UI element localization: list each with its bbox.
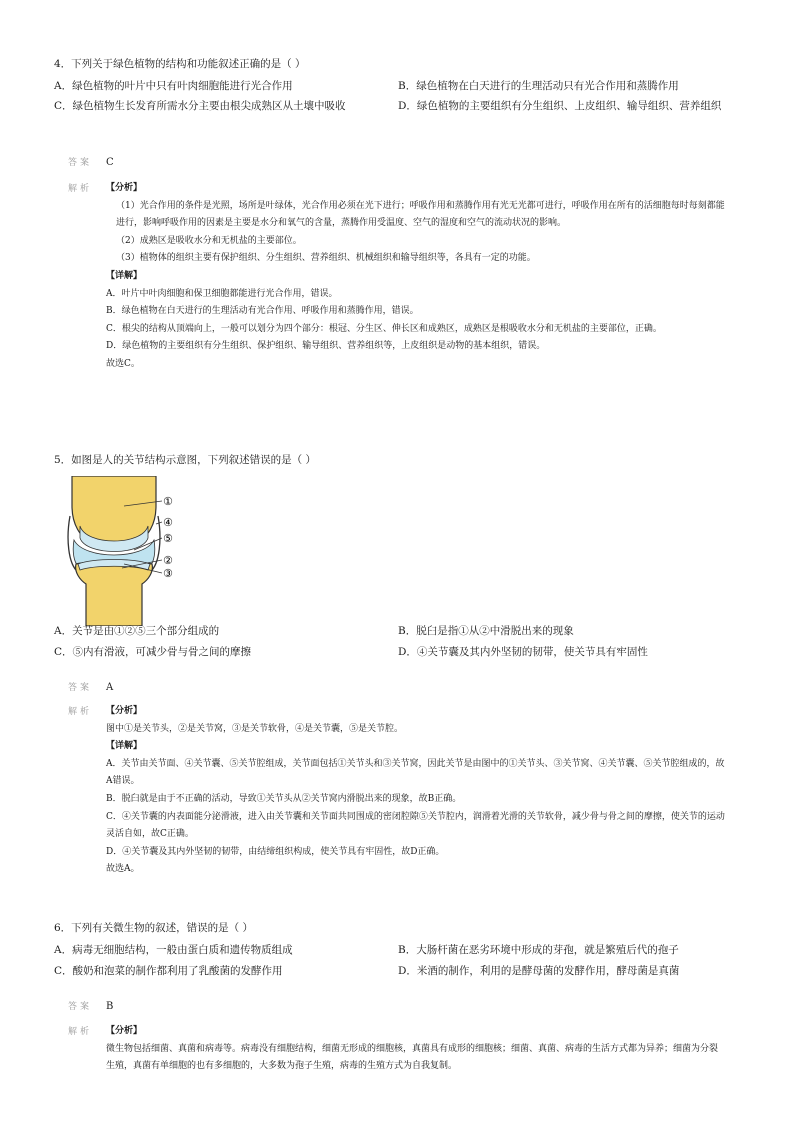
q6-answer: B — [106, 1001, 114, 1012]
label-3: ③ — [163, 567, 173, 580]
detail-line: B．绿色植物在白天进行的生理活动有光合作用、呼吸作用和蒸腾作用，错误。 — [106, 306, 419, 317]
q5-option-c: C．⑤内有滑液，可减少骨与骨之间的摩擦 — [54, 646, 252, 658]
q5-option-d: D．④关节囊及其内外坚韧的韧带，使关节具有牢固性 — [398, 646, 648, 658]
q5-analysis — [106, 703, 726, 879]
analysis-line: （3）植物体的组织主要有保护组织、分生组织、营养组织、机械组织和输导组织等，各具有一定的功能。 — [116, 253, 536, 264]
detail-line: C．根尖的结构从顶端向上，一般可以划分为四个部分：根冠、分生区、伸长区和成熟区，成熟区是根吸收水分和无机盐的主要部位，正确。 — [106, 323, 662, 334]
q6-option-a: A．病毒无细胞结构，一般由蛋白质和遗传物质组成 — [54, 944, 293, 956]
q5-option-b: B．脱臼是指①从②中滑脱出来的现象 — [398, 625, 574, 637]
knee-joint-diagram — [64, 476, 184, 626]
analysis-heading: 【分析】 — [106, 183, 143, 193]
conclusion-line: 故选A。 — [106, 864, 140, 875]
analysis-heading: 【分析】 — [106, 1026, 143, 1036]
analysis-line: 微生物包括细菌、真菌和病毒等。病毒没有细胞结构，细菌无形成的细胞核，真菌具有成形的细胞核；细菌、真菌、病毒的生活方式都为异养；细菌为分裂生殖，真菌有单细胞的也有多细胞的，大多数为孢子生殖，病毒的生殖方式为自我复制。 — [106, 1043, 719, 1072]
q4-option-d: D．绿色植物的主要组织有分生组织、上皮组织、输导组织、营养组织 — [398, 100, 722, 112]
label-1: ① — [163, 495, 173, 508]
detail-heading: 【详解】 — [106, 270, 143, 281]
analysis-line: （1）光合作用的条件是光照，场所是叶绿体，光合作用必须在光下进行；呼吸作用和蒸腾作用有光无光都可进行，呼吸作用在所有的活细胞每时每刻都能进行，影响呼吸作用的因素是主要是水分和氧气的含量，蒸腾作用受温度、空气的湿度和空气的流动状况的影响。 — [116, 200, 725, 229]
q4-option-b: B．绿色植物在白天进行的生理活动只有光合作用和蒸腾作用 — [398, 80, 679, 92]
label-2: ② — [163, 554, 173, 567]
detail-line: D．④关节囊及其内外坚韧的韧带，由结缔组织构成，使关节具有牢固性，故D正确。 — [106, 846, 445, 857]
detail-line: A．叶片中叶肉细胞和保卫细胞都能进行光合作用，错误。 — [106, 288, 338, 299]
q6-option-d: D．米酒的制作，利用的是酵母菌的发酵作用，酵母菌是真菌 — [398, 965, 680, 977]
upper-bone — [72, 476, 156, 542]
label-5: ⑤ — [163, 532, 173, 545]
knee-joint-svg — [64, 476, 184, 626]
detail-line: D．绿色植物的主要组织有分生组织、保护组织、输导组织、营养组织等，上皮组织是动物的基本组织，错误。 — [106, 341, 546, 352]
label-4: ④ — [163, 516, 173, 529]
detail-line: C．④关节囊的内表面能分泌滑液，进入由关节囊和关节面共同围成的密闭腔隙⑤关节腔内，润滑着光滑的关节软骨，减少骨与骨之间的摩擦，使关节的运动灵活自如，故C正确。 — [106, 811, 725, 840]
detail-line: B．脱臼就是由于不正确的活动，导致①关节头从②关节窝内滑脱出来的现象，故B正确。 — [106, 793, 462, 804]
q5-answer: A — [106, 682, 114, 693]
q6-analysis-label: 解析 — [68, 1027, 93, 1037]
analysis-heading: 【分析】 — [106, 706, 143, 716]
q4-option-c: C．绿色植物生长发育所需水分主要由根尖成熟区从土壤中吸收 — [54, 100, 346, 112]
analysis-line: 图中①是关节头，②是关节窝，③是关节软骨，④是关节囊，⑤是关节腔。 — [106, 723, 404, 734]
analysis-line: （2）成熟区是吸收水分和无机盐的主要部位。 — [116, 235, 302, 246]
q5-stem: 5．如图是人的关节结构示意图，下列叙述错误的是（ ） — [54, 454, 317, 466]
q4-stem: 4．下列关于绿色植物的结构和功能叙述正确的是（ ） — [54, 58, 306, 70]
q6-stem: 6．下列有关微生物的叙述，错误的是（ ） — [54, 922, 254, 934]
q6-analysis — [106, 1023, 726, 1076]
detail-heading: 【详解】 — [106, 741, 143, 752]
detail-line: A．关节由关节面、④关节囊、⑤关节腔组成，关节面包括①关节头和③关节窝，因此关节是由图中的①关节头、③关节窝、④关节囊、⑤关节腔组成的，故A错误。 — [106, 758, 725, 787]
conclusion-line: 故选C。 — [106, 358, 140, 369]
q4-answer: C — [106, 157, 114, 168]
q5-analysis-label: 解析 — [68, 707, 93, 717]
q4-analysis-label: 解析 — [68, 184, 93, 194]
q6-answer-label: 答案 — [68, 1002, 93, 1012]
lower-bone — [76, 561, 153, 626]
q4-answer-label: 答案 — [68, 158, 93, 168]
q6-option-b: B．大肠杆菌在恶劣环境中形成的芽孢，就是繁殖后代的孢子 — [398, 944, 679, 956]
q4-option-a: A．绿色植物的叶片中只有叶肉细胞能进行光合作用 — [54, 80, 293, 92]
q5-option-a: A．关节是由①②⑤三个部分组成的 — [54, 625, 220, 637]
q4-analysis — [106, 180, 726, 374]
q6-option-c: C．酸奶和泡菜的制作都利用了乳酸菌的发酵作用 — [54, 965, 283, 977]
q5-answer-label: 答案 — [68, 683, 93, 693]
